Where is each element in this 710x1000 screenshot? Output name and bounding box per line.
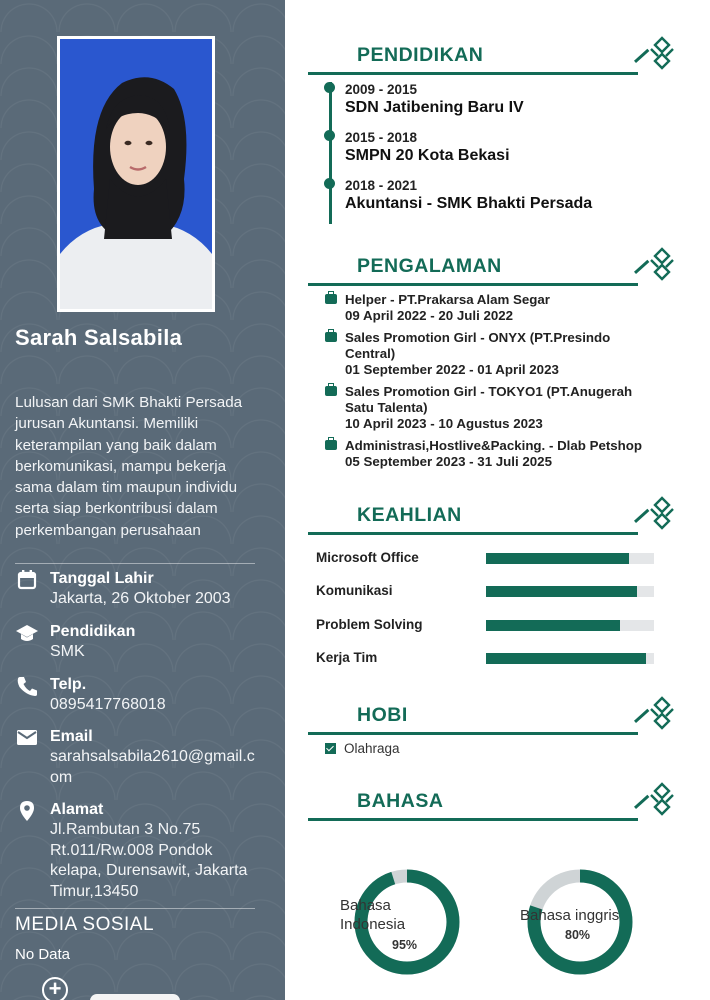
experience-dates: 05 September 2023 - 31 Juli 2025 bbox=[345, 454, 552, 469]
info-email-label: Email bbox=[50, 728, 93, 745]
graduation-cap-icon bbox=[15, 622, 41, 644]
section-underline bbox=[308, 732, 638, 735]
info-phone bbox=[15, 675, 275, 716]
education-item bbox=[323, 178, 663, 214]
briefcase-icon bbox=[325, 332, 337, 342]
education-years: 2009 - 2015 bbox=[345, 82, 418, 97]
education-item bbox=[323, 82, 663, 118]
skill-name: Kerja Tim bbox=[316, 650, 378, 665]
experience-title: Sales Promotion Girl - ONYX (PT.Presindo Central) bbox=[345, 330, 611, 361]
language-name: Bahasa inggris bbox=[520, 907, 620, 924]
experience-item bbox=[325, 384, 670, 433]
education-years: 2015 - 2018 bbox=[345, 130, 418, 145]
ornament-icon bbox=[647, 782, 677, 816]
section-underline bbox=[308, 72, 638, 75]
skill-name: Komunikasi bbox=[316, 583, 393, 598]
section-title: BAHASA bbox=[357, 790, 444, 812]
skill-name: Problem Solving bbox=[316, 617, 423, 632]
skill-bar-track bbox=[486, 586, 654, 597]
info-birth-label: Tanggal Lahir bbox=[50, 570, 154, 587]
skill-row bbox=[316, 550, 656, 566]
skill-row bbox=[316, 650, 656, 666]
info-phone-value: 0895417768018 bbox=[50, 696, 166, 713]
language-name: Bahasa Indonesia bbox=[340, 897, 406, 933]
skill-bar-track bbox=[486, 620, 654, 631]
profile-summary: Lulusan dari SMK Bhakti Persada jurusan Akuntansi. Memiliki keterampilan yang baik dalam berkomunikasi, mampu bekerja sama dalam tim maupun individu serta siap berkontribusi dalam perkembangan perusahaan bbox=[15, 394, 243, 539]
section-underline bbox=[308, 283, 638, 286]
location-pin-icon bbox=[15, 800, 41, 822]
ornament-icon bbox=[647, 496, 677, 530]
experience-item bbox=[325, 292, 670, 325]
info-address-value: Jl.Rambutan 3 No.75 Rt.011/Rw.008 Pondok kelapa, Durensawit, Jakarta Timur,13450 bbox=[50, 821, 248, 900]
hobby-label: Olahraga bbox=[344, 741, 400, 756]
ornament-icon bbox=[647, 696, 677, 730]
timeline-dot bbox=[324, 82, 335, 93]
section-underline bbox=[308, 818, 638, 821]
mail-icon bbox=[15, 727, 41, 749]
experience-dates: 01 September 2022 - 01 April 2023 bbox=[345, 362, 559, 377]
sidebar bbox=[0, 0, 285, 1000]
info-email-value: sarahsalsabila2610@gmail.com bbox=[50, 748, 255, 786]
section-skills-header bbox=[308, 504, 678, 548]
checkbox-icon bbox=[325, 743, 336, 754]
language-indonesia bbox=[340, 862, 462, 982]
calendar-icon bbox=[15, 569, 41, 591]
language-percent: 80% bbox=[565, 928, 591, 942]
education-years: 2018 - 2021 bbox=[345, 178, 418, 193]
sidebar-divider bbox=[15, 563, 255, 564]
info-address bbox=[15, 800, 275, 902]
ornament-icon bbox=[647, 247, 677, 281]
skill-bar-fill bbox=[486, 653, 646, 664]
timeline-dot bbox=[324, 130, 335, 141]
section-title: PENGALAMAN bbox=[357, 255, 502, 277]
info-address-label: Alamat bbox=[50, 801, 104, 818]
education-school: SMPN 20 Kota Bekasi bbox=[345, 147, 510, 164]
social-media-title: MEDIA SOSIAL bbox=[15, 914, 155, 935]
info-email bbox=[15, 727, 275, 788]
experience-item bbox=[325, 438, 670, 471]
section-underline bbox=[308, 532, 638, 535]
experience-title: Sales Promotion Girl - TOKYO1 (PT.Anugerah Satu Talenta) bbox=[345, 384, 633, 415]
phone-icon bbox=[15, 675, 41, 697]
section-title: HOBI bbox=[357, 704, 408, 726]
skill-bar-track bbox=[486, 553, 654, 564]
skill-bar-fill bbox=[486, 620, 620, 631]
briefcase-icon bbox=[325, 440, 337, 450]
skill-bar-fill bbox=[486, 586, 637, 597]
experience-dates: 10 April 2023 - 10 Agustus 2023 bbox=[345, 416, 543, 431]
section-title: KEAHLIAN bbox=[357, 504, 462, 526]
section-title: PENDIDIKAN bbox=[357, 44, 484, 66]
language-english bbox=[520, 862, 635, 982]
education-school: Akuntansi - SMK Bhakti Persada bbox=[345, 195, 593, 212]
sidebar-divider bbox=[15, 908, 255, 909]
skill-name: Microsoft Office bbox=[316, 550, 419, 565]
experience-title: Administrasi,Hostlive&Packing. - Dlab Petshop bbox=[345, 438, 643, 453]
language-percent: 95% bbox=[392, 938, 418, 952]
social-media-value: No Data bbox=[15, 946, 71, 963]
info-birth bbox=[15, 569, 275, 610]
ornament-icon bbox=[647, 36, 677, 70]
info-phone-label: Telp. bbox=[50, 676, 87, 693]
skill-bar-track bbox=[486, 653, 654, 664]
section-languages-header bbox=[308, 790, 678, 834]
info-education-value: SMK bbox=[50, 643, 85, 660]
info-education bbox=[15, 622, 275, 663]
education-school: SDN Jatibening Baru IV bbox=[345, 99, 524, 116]
experience-dates: 09 April 2022 - 20 Juli 2022 bbox=[345, 308, 514, 323]
profile-name: Sarah Salsabila bbox=[15, 325, 183, 350]
skill-bar-fill bbox=[486, 553, 629, 564]
hobby-item bbox=[325, 741, 400, 756]
profile-photo-frame bbox=[57, 36, 215, 312]
experience-title: Helper - PT.Prakarsa Alam Segar bbox=[345, 292, 550, 307]
info-birth-value: Jakarta, 26 Oktober 2003 bbox=[50, 590, 231, 607]
info-education-label: Pendidikan bbox=[50, 623, 136, 640]
timeline-dot bbox=[324, 178, 335, 189]
briefcase-icon bbox=[325, 386, 337, 396]
briefcase-icon bbox=[325, 294, 337, 304]
social-pill[interactable] bbox=[90, 994, 180, 1000]
add-social-button[interactable]: + bbox=[42, 977, 68, 1000]
skill-row bbox=[316, 583, 656, 599]
skill-row bbox=[316, 617, 656, 633]
education-item bbox=[323, 130, 663, 166]
experience-item bbox=[325, 330, 670, 379]
profile-photo bbox=[60, 39, 212, 309]
